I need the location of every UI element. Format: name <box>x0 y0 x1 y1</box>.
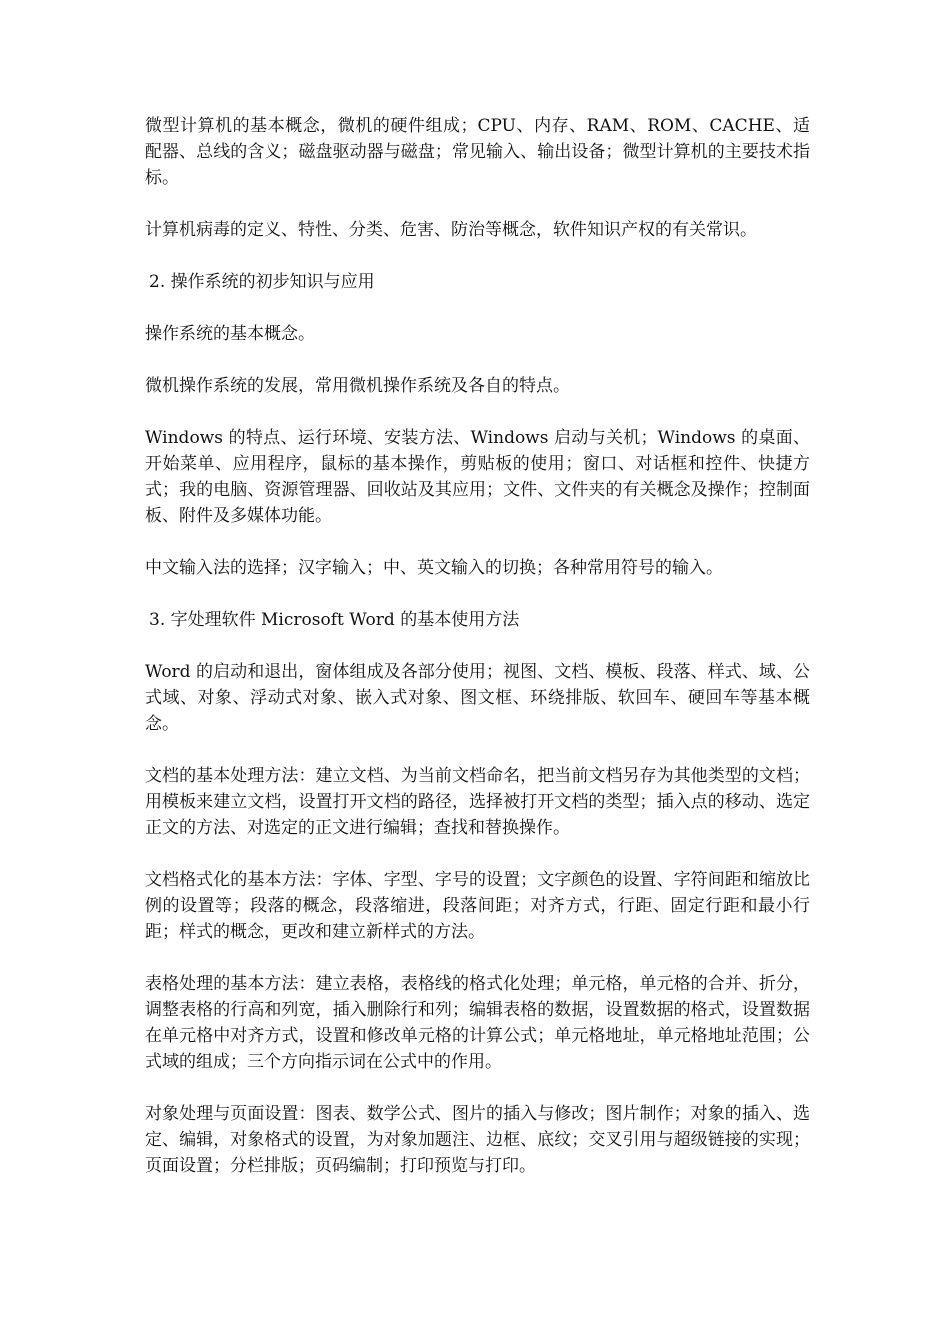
paragraph-os-development: 微机操作系统的发展，常用微机操作系统及各自的特点。 <box>145 376 570 396</box>
paragraph-windows-features: Windows 的特点、运行环境、安装方法、Windows 启动与关机；Windows 的桌面、开始菜单、应用程序，鼠标的基本操作，剪贴板的使用；窗口、对话框和控件、快捷方式；我的电脑、资源管理器、回收站及其应用；文件、文件夹的有关概念及操作；控制面板、附件及多媒体功能。 <box>145 428 810 526</box>
paragraph-object-page-setup: 对象处理与页面设置：图表、数学公式、图片的插入与修改；图片制作；对象的插入、选定、编辑，对象格式的设置，为对象加题注、边框、底纹；交叉引用与超级链接的实现；页面设置；分栏排版；页码编制；打印预览与打印。 <box>145 1104 810 1176</box>
paragraph-document-handling: 文档的基本处理方法：建立文档、为当前文档命名，把当前文档另存为其他类型的文档；用模板来建立文档，设置打开文档的路径，选择被打开文档的类型；插入点的移动、选定正文的方法、对选定的正文进行编辑；查找和替换操作。 <box>145 766 810 838</box>
section-heading-os: 2. 操作系统的初步知识与应用 <box>149 272 375 292</box>
paragraph-chinese-input: 中文输入法的选择；汉字输入；中、英文输入的切换；各种常用符号的输入。 <box>145 558 723 578</box>
paragraph-word-basics: Word 的启动和退出，窗体组成及各部分使用；视图、文档、模板、段落、样式、域、公式域、对象、浮动式对象、嵌入式对象、图文框、环绕排版、软回车、硬回车等基本概念。 <box>145 662 810 734</box>
document-page <box>145 113 810 1205</box>
paragraph-os-concept: 操作系统的基本概念。 <box>145 324 315 344</box>
paragraph-document-formatting: 文档格式化的基本方法：字体、字型、字号的设置；文字颜色的设置、字符间距和缩放比例的设置等；段落的概念，段落缩进，段落间距；对齐方式，行距、固定行距和最小行距；样式的概念，更改和建立新样式的方法。 <box>145 870 810 942</box>
paragraph-hardware-concepts: 微型计算机的基本概念，微机的硬件组成；CPU、内存、RAM、ROM、CACHE、适配器、总线的含义；磁盘驱动器与磁盘；常见输入、输出设备；微型计算机的主要技术指标。 <box>145 116 810 188</box>
section-heading-word: 3. 字处理软件 Microsoft Word 的基本使用方法 <box>149 610 520 630</box>
paragraph-computer-virus: 计算机病毒的定义、特性、分类、危害、防治等概念，软件知识产权的有关常识。 <box>145 220 757 240</box>
paragraph-table-handling: 表格处理的基本方法：建立表格，表格线的格式化处理；单元格，单元格的合并、折分，调整表格的行高和列宽，插入删除行和列；编辑表格的数据，设置数据的格式，设置数据在单元格中对齐方式，设置和修改单元格的计算公式；单元格地址，单元格地址范围；公式域的组成；三个方向指示词在公式中的作用。 <box>145 974 810 1072</box>
